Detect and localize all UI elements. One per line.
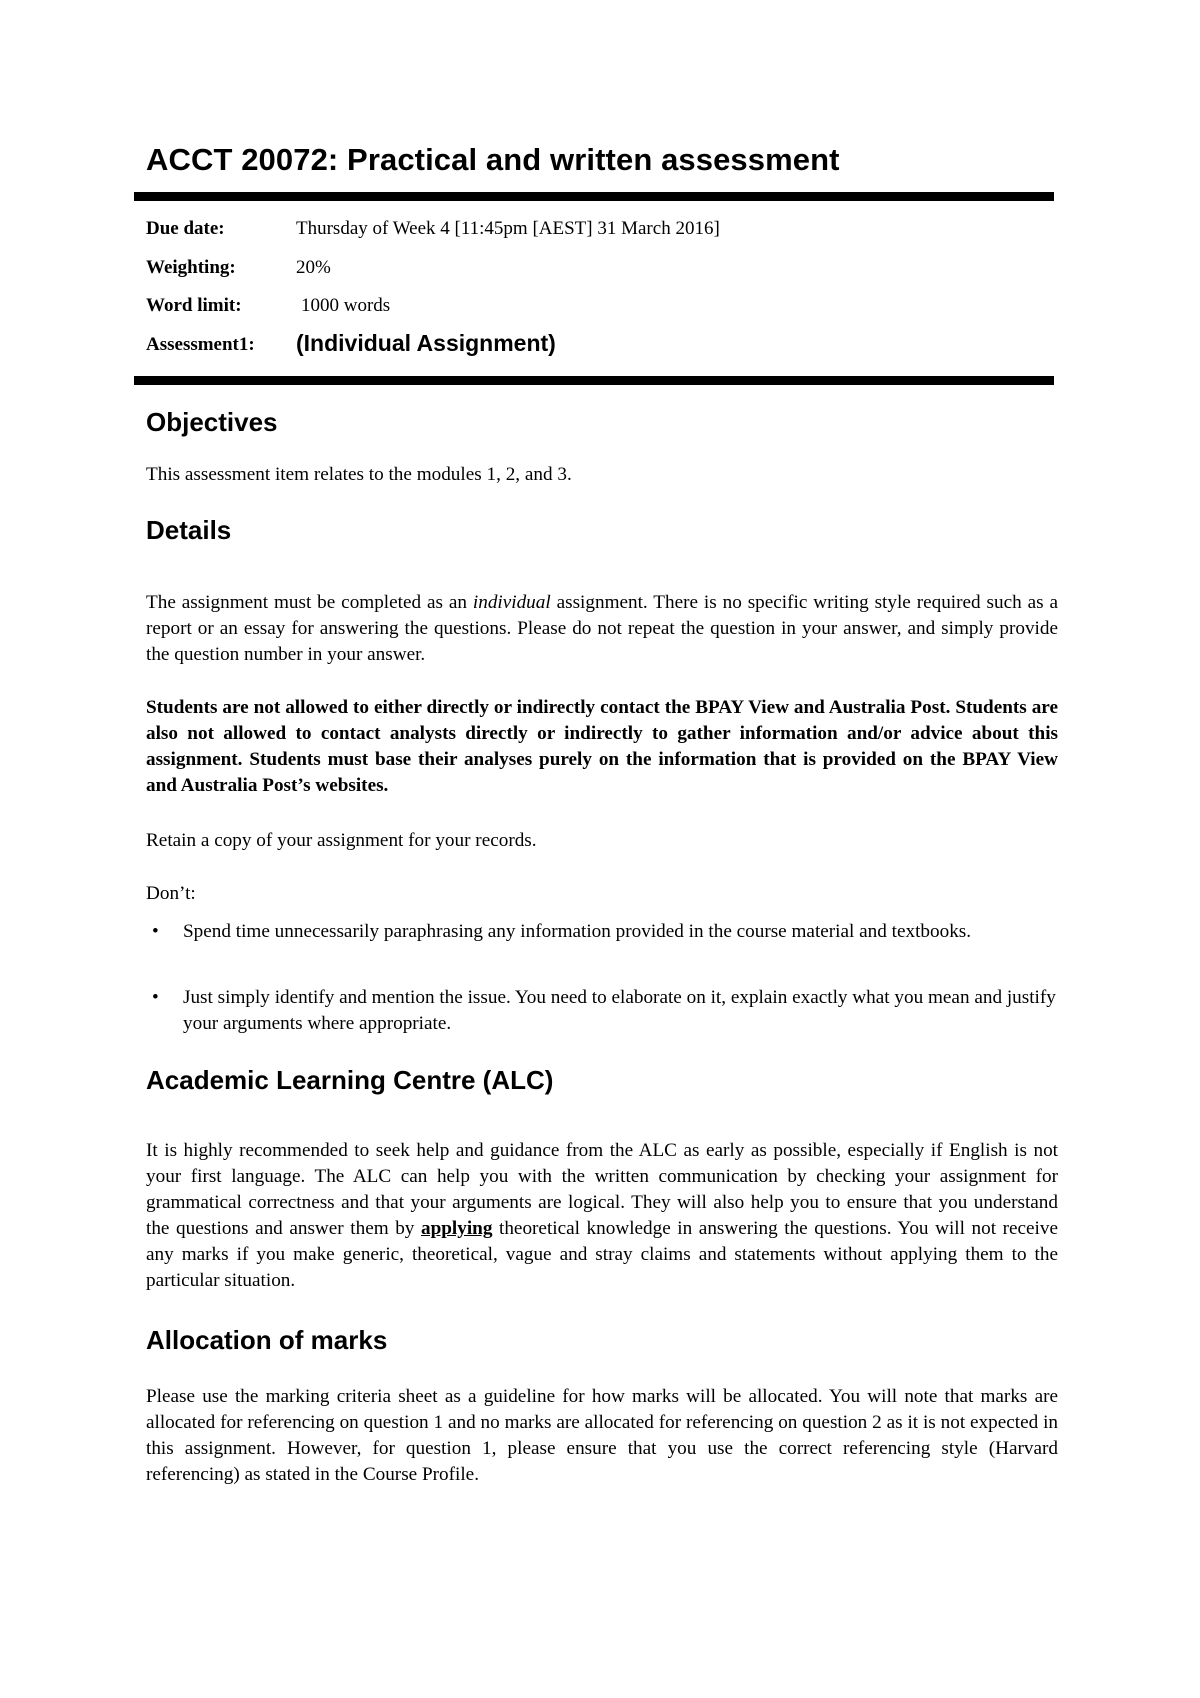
allocation-text: Please use the marking criteria sheet as a guideline for how marks will be allocated. You will note that marks are allocated for referencing on question 1 and no marks are allocated for referencing on question 2 as it is not expected in this assignment. However, for question 1, please ensure that you use the correct referencing style (Harvard referencing) as stated in the Course Profile. (146, 1386, 1058, 1485)
word-limit-label: Word limit: (146, 295, 242, 316)
bullet-icon: • (152, 987, 159, 1008)
bullet-icon: • (152, 921, 159, 942)
assessment-value: (Individual Assignment) (296, 330, 556, 356)
allocation-heading: Allocation of marks (146, 1325, 388, 1355)
due-date-label: Due date: (146, 218, 225, 239)
due-date-value: Thursday of Week 4 [11:45pm [AEST] 31 March 2016] (296, 218, 720, 239)
details-text-start: The assignment must be completed as an (146, 592, 473, 613)
top-divider (134, 192, 1054, 201)
objectives-heading: Objectives (146, 407, 278, 437)
weighting-label: Weighting: (146, 257, 236, 278)
retain-text: Retain a copy of your assignment for your records. (146, 830, 537, 851)
document-title: ACCT 20072: Practical and written assessment (146, 142, 840, 177)
details-text-italic: individual (472, 592, 551, 613)
dont-label: Don’t: (146, 883, 196, 904)
bottom-divider (134, 376, 1054, 385)
alc-heading: Academic Learning Centre (ALC) (146, 1065, 554, 1095)
assessment-label: Assessment1: (146, 334, 255, 355)
details-text-end: assignment. There is no specific writing style required such as a report or an essay for answering the questions. Please do not repeat the question in your answer, and simply provide the question number in your answer. (146, 592, 1058, 665)
alc-text-end: theoretical knowledge in answering the questions. You will not receive any marks if you make generic, theoretical, vague and stray claims and statements without applying them to the particular situation. (146, 1218, 1058, 1291)
weighting-value: 20% (296, 257, 331, 278)
alc-paragraph (146, 1138, 1058, 1294)
alc-text-start: It is highly recommended to seek help and guidance from the ALC as early as possible, especially if English is not your first language. The ALC can help you with the written communication by checking your assignment for grammatical correctness and that your arguments are logical. They will also help you to ensure that you understand the questions and answer them by (146, 1140, 1058, 1239)
rules-paragraph: Students are not allowed to either directly or indirectly contact the BPAY View and Australia Post. Students are also not allowed to contact analysts directly or indirectly to gather information and/or advice about this assignment. Students must base their analyses purely on the information that is provided on the BPAY View and Australia Post’s websites. (146, 697, 1058, 796)
list-item-text: Spend time unnecessarily paraphrasing any information provided in the course material and textbooks. (183, 921, 972, 942)
word-limit-value: 1000 words (301, 295, 391, 316)
alc-emphasis: applying (420, 1218, 493, 1239)
details-paragraph (146, 590, 1058, 668)
details-heading: Details (146, 515, 232, 545)
objectives-text: This assessment item relates to the modules 1, 2, and 3. (146, 464, 572, 485)
list-item-text: Just simply identify and mention the issue. You need to elaborate on it, explain exactly what you mean and justify your arguments where appropriate. (183, 987, 1056, 1034)
